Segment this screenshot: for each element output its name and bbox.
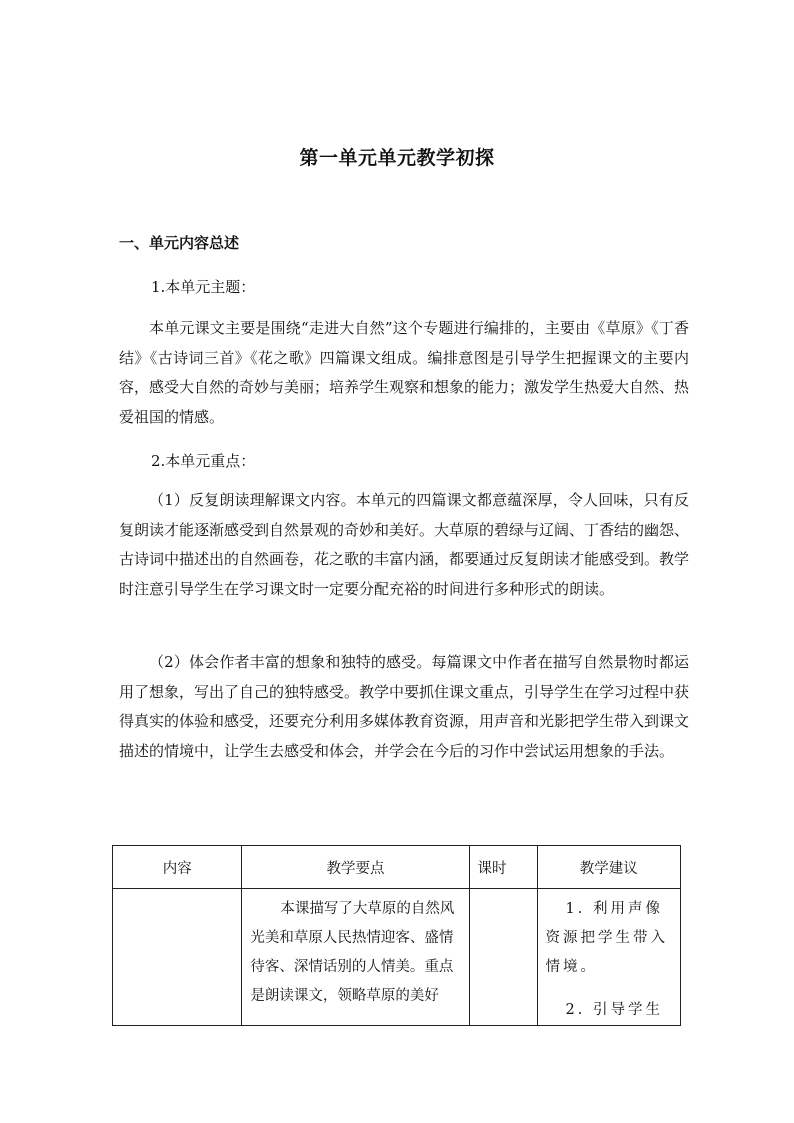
teaching-plan-table [112, 845, 681, 1026]
focus-paragraph-2: （2）体会作者丰富的想象和独特的感受。每篇课文中作者在描写自然景物时都运用了想象，写出了自己的独特感受。教学中要抓住课文重点，引导学生在学习过程中获得真实的体验和感受，还要充分利用多媒体教育资源，用声音和光影把学生带入到课文描述的情境中，让学生去感受和体会，并学会在今后的习作中尝试运用想象的手法。 [119, 653, 690, 760]
header-lesson: 课时 [469, 846, 537, 889]
cell-lesson [469, 889, 537, 1026]
section-heading: 一、单元内容总述 [119, 234, 240, 252]
focus-paragraph-1: （1）反复朗读理解课文内容。本单元的四篇课文都意蕴深厚，令人回味，只有反复朗读才能逐渐感受到自然景观的奇妙和美好。大草原的碧绿与辽阔、丁香结的幽怨、古诗词中描述出的自然画卷，花之歌的丰富内涵，都要通过反复朗读才能感受到。教学时注意引导学生在学习课文时一定要分配充裕的时间进行多种形式的朗读。 [119, 491, 690, 598]
focus-subheading: 2.本单元重点： [151, 452, 256, 470]
theme-subheading: 1.本单元主题： [151, 278, 256, 296]
cell-advice [537, 889, 680, 1026]
cell-points [242, 889, 469, 1026]
advice-item-2: 2. 引导学生 [565, 1002, 663, 1018]
advice-item-1: 1. 利用声像资源把学生带入情境。 [545, 901, 669, 975]
theme-paragraph: 本单元课文主要是围绕“走进大自然”这个专题进行编排的，主要由《草原》《丁香结》《古诗词三首》《花之歌》四篇课文组成。编排意图是引导学生把握课文的主要内容，感受大自然的奇妙与美丽；培养学生观察和想象的能力；激发学生热爱大自然、热爱祖国的情感。 [119, 319, 690, 426]
header-points: 教学要点 [242, 846, 469, 889]
table-header-row [113, 846, 681, 889]
header-content: 内容 [113, 846, 242, 889]
cell-points-text: 本课描写了大草原的自然风光美和草原人民热情迎客、盛情待客、深情话别的人情美。重点是朗读课文，领略草原的美好 [250, 901, 455, 1004]
header-advice: 教学建议 [537, 846, 680, 889]
cell-content [113, 889, 242, 1026]
page-title: 第一单元单元教学初探 [299, 147, 495, 169]
table-row [113, 889, 681, 1026]
